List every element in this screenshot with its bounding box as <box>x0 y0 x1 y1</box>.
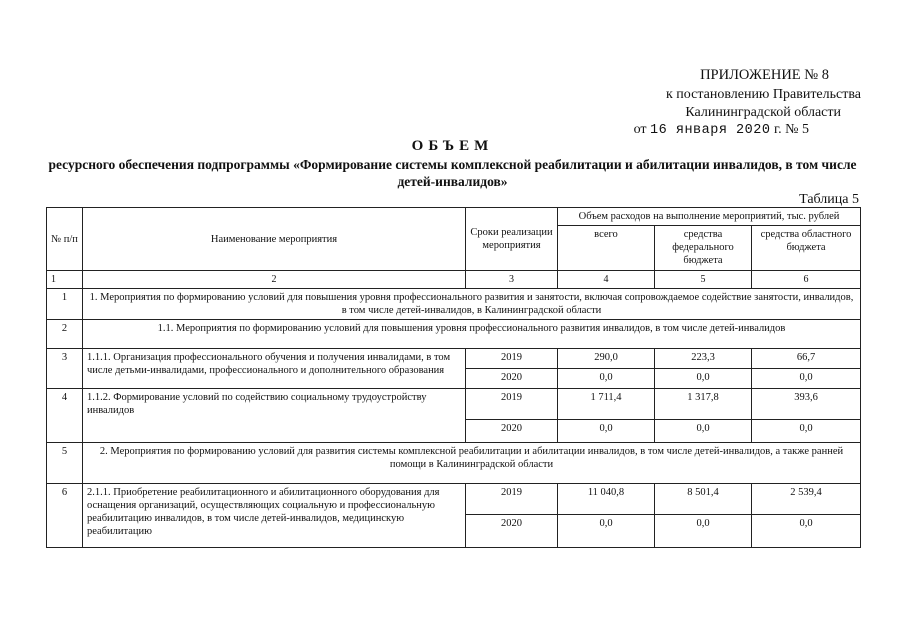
year-cell: 2019 <box>466 349 558 369</box>
table-label: Таблица 5 <box>799 192 859 207</box>
table-row <box>47 320 861 349</box>
total-cell: 1 711,4 <box>558 389 655 420</box>
section-heading: 1.1. Мероприятия по формированию условий для повышения уровня профессионального развития инвалидов, в том числе детей-инвалидов <box>83 320 861 349</box>
appendix-line-resolution: к постановлению Правительства <box>665 87 861 102</box>
header-regional: средства областного бюджета <box>752 226 861 271</box>
total-cell: 0,0 <box>558 420 655 443</box>
row-num: 1 <box>47 289 83 320</box>
column-number: 4 <box>558 271 655 289</box>
federal-cell: 1 317,8 <box>655 389 752 420</box>
header-num: № п/п <box>47 208 83 271</box>
regional-cell: 2 539,4 <box>752 484 861 515</box>
activity-name: 2.1.1. Приобретение реабилитационного и абилитационного оборудования для оснащения организаций, осуществляющих социальную и профессиональную реабилитацию инвалидов, в том числе детей-инвалидов, медицинскую реабилитацию <box>83 484 466 548</box>
year-cell: 2019 <box>466 484 558 515</box>
regional-cell: 0,0 <box>752 420 861 443</box>
row-num: 4 <box>47 389 83 443</box>
resolution-number: 5 <box>802 122 809 137</box>
table-row <box>47 484 861 515</box>
appendix-title: ПРИЛОЖЕНИЕ № 8 <box>700 67 829 83</box>
header-period: Сроки реализации мероприятия <box>466 208 558 271</box>
year-cell: 2020 <box>466 515 558 548</box>
year-cell: 2020 <box>466 369 558 389</box>
federal-cell: 0,0 <box>655 420 752 443</box>
federal-cell: 0,0 <box>655 369 752 389</box>
year-cell: 2019 <box>466 389 558 420</box>
federal-cell: 8 501,4 <box>655 484 752 515</box>
header-federal: средства федерального бюджета <box>655 226 752 271</box>
federal-cell: 0,0 <box>655 515 752 548</box>
total-cell: 11 040,8 <box>558 484 655 515</box>
date-prefix: от <box>633 122 647 137</box>
table-header-row <box>47 208 861 226</box>
table-row <box>47 443 861 484</box>
date-suffix: г. № <box>773 122 799 137</box>
regional-cell: 66,7 <box>752 349 861 369</box>
header-name: Наименование мероприятия <box>83 208 466 271</box>
regional-cell: 0,0 <box>752 515 861 548</box>
table-row <box>47 349 861 369</box>
row-num: 6 <box>47 484 83 548</box>
column-number: 3 <box>466 271 558 289</box>
funding-table <box>46 207 861 548</box>
regional-cell: 393,6 <box>752 389 861 420</box>
column-number-row <box>47 271 861 289</box>
header-expenses: Объем расходов на выполнение мероприятий, тыс. рублей <box>558 208 861 226</box>
document-title: ОБЪЕМ <box>411 138 494 154</box>
section-heading: 2. Мероприятия по формированию условий для развития системы комплексной реабилитации и абилитации инвалидов, в том числе детей-инвалидов, а также ранней помощи в Калининградской области <box>83 443 861 484</box>
section-heading: 1. Мероприятия по формированию условий для повышения уровня профессионального развития и занятости, включая сопровождаемое содействие занятости, инвалидов, в том числе детей-инвалидов, в Калининградской области <box>83 289 861 320</box>
date-value: 16 января 2020 <box>650 123 771 138</box>
year-cell: 2020 <box>466 420 558 443</box>
column-number: 5 <box>655 271 752 289</box>
total-cell: 0,0 <box>558 515 655 548</box>
table-row <box>47 389 861 420</box>
activity-name: 1.1.1. Организация профессионального обучения и получения инвалидами, в том числе детьми-инвалидами, профессионального и дополнительного образования <box>83 349 466 389</box>
row-num: 5 <box>47 443 83 484</box>
row-num: 3 <box>47 349 83 389</box>
appendix-line-region: Калининградской области <box>685 105 841 120</box>
federal-cell: 223,3 <box>655 349 752 369</box>
document-subtitle: ресурсного обеспечения подпрограммы «Формирование системы комплексной реабилитации и абилитации инвалидов, в том числе детей-инвалидов» <box>48 157 857 189</box>
activity-name: 1.1.2. Формирование условий по содействию социальному трудоустройству инвалидов <box>83 389 466 443</box>
row-num: 2 <box>47 320 83 349</box>
column-number: 1 <box>47 271 83 289</box>
total-cell: 290,0 <box>558 349 655 369</box>
table-row <box>47 289 861 320</box>
header-total: всего <box>558 226 655 271</box>
total-cell: 0,0 <box>558 369 655 389</box>
column-number: 2 <box>83 271 466 289</box>
column-number: 6 <box>752 271 861 289</box>
regional-cell: 0,0 <box>752 369 861 389</box>
